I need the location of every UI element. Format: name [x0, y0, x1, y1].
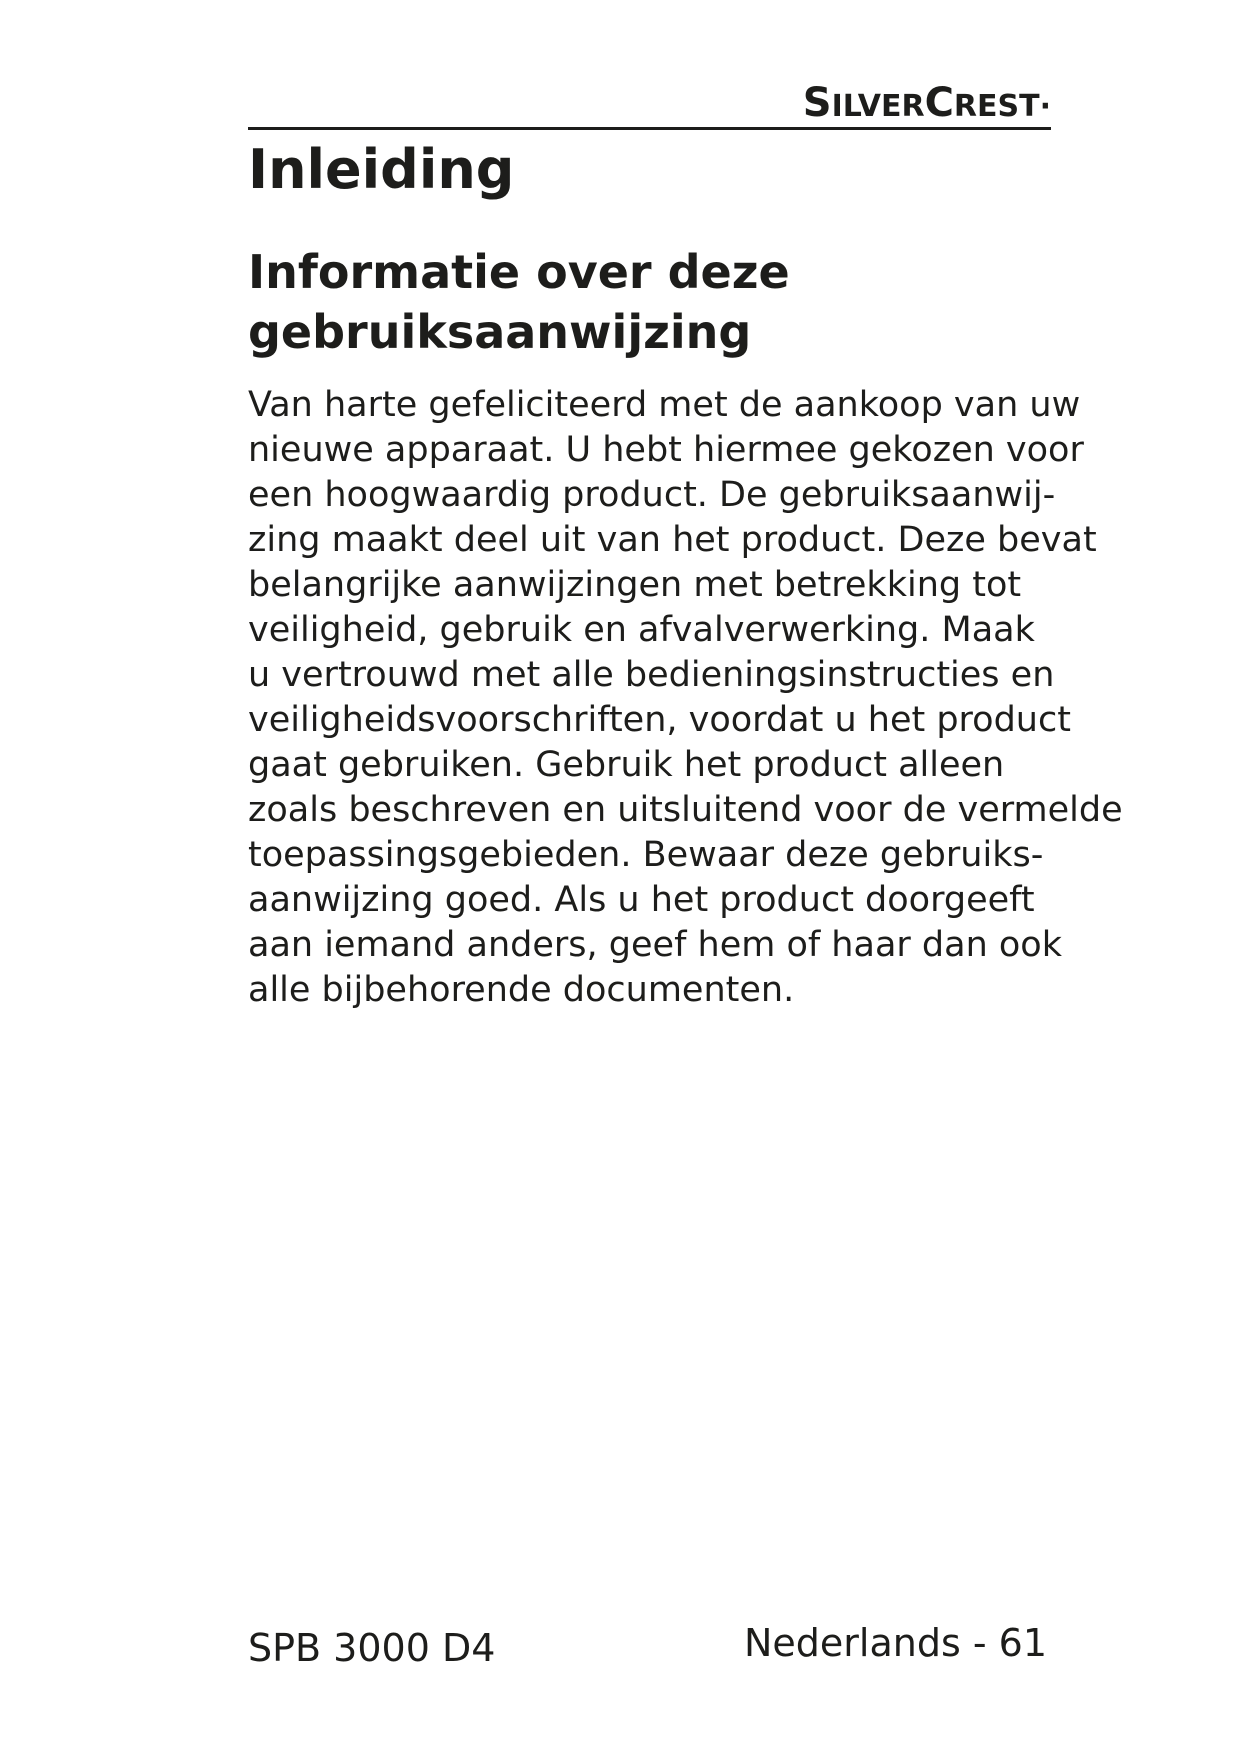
- paragraph-line: Van harte gefeliciteerd met de aankoop van uw: [248, 385, 1081, 425]
- page-number: Nederlands - 61: [744, 1621, 1047, 1665]
- paragraph-line: een hoogwaardig product. De gebruiksaanwij-: [248, 475, 1056, 515]
- paragraph-line: aan iemand anders, geef hem of haar dan ook: [248, 925, 1062, 965]
- paragraph-line: aanwijzing goed. Als u het product doorgeeft: [248, 880, 1035, 920]
- silvercrest-logo: SILVERCREST·: [802, 80, 1051, 126]
- paragraph-line: zoals beschreven en uitsluitend voor de vermelde: [248, 790, 1123, 830]
- paragraph-line: nieuwe apparaat. U hebt hiermee gekozen voor: [248, 430, 1084, 470]
- paragraph-line: u vertrouwd met alle bedieningsinstructies en: [248, 655, 1055, 695]
- paragraph-line: veiligheid, gebruik en afvalverwerking. Maak: [248, 610, 1035, 650]
- paragraph-line: belangrijke aanwijzingen met betrekking tot: [248, 565, 1022, 605]
- paragraph-line: zing maakt deel uit van het product. Deze bevat: [248, 520, 1097, 560]
- model-number: SPB 3000 D4: [248, 1626, 496, 1670]
- section-title: Inleiding: [248, 138, 515, 201]
- paragraph-line: alle bijbehorende documenten.: [248, 970, 795, 1010]
- intro-paragraph: [248, 383, 1123, 1013]
- header-rule: [248, 127, 1051, 130]
- paragraph-line: veiligheidsvoorschriften, voordat u het product: [248, 700, 1071, 740]
- subsection-title-line-1: Informatie over deze: [248, 245, 790, 299]
- paragraph-line: toepassingsgebieden. Bewaar deze gebruiks-: [248, 835, 1044, 875]
- subsection-title: [248, 242, 1068, 362]
- subsection-title-line-2: gebruiksaanwijzing: [248, 305, 752, 359]
- paragraph-line: gaat gebruiken. Gebruik het product alleen: [248, 745, 1005, 785]
